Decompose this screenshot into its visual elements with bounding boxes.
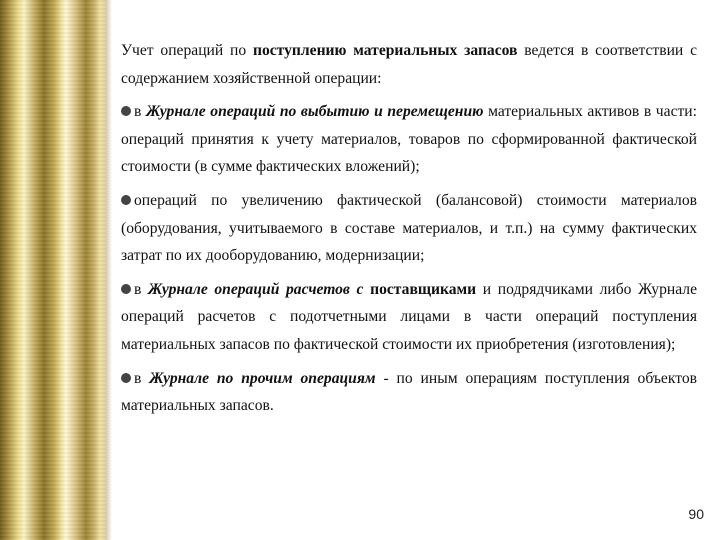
decorative-gold-band <box>0 0 106 540</box>
journal-name: Журнале операций по выбытию и перемещению <box>145 103 484 121</box>
item-text: материальных активов в части: операций принятия к учету материалов, товаров по сформированной фактической стоимости (в сумме фактических вложений); <box>121 103 697 176</box>
page-number: 90 <box>688 506 704 522</box>
list-item <box>121 276 697 359</box>
list-item <box>121 365 697 420</box>
journal-name: Журнале операций расчетов с <box>148 280 371 298</box>
item-prefix: в <box>134 280 148 298</box>
bullet-icon <box>121 195 131 205</box>
intro-text-end: ведется в соответствии с содержанием хозяйственной операции: <box>121 42 697 87</box>
band-shadow <box>106 0 112 540</box>
intro-text: Учет операций по <box>121 42 253 59</box>
list-item <box>121 98 697 181</box>
intro-bold-text: поступлению материальных запасов <box>252 42 518 59</box>
bullet-icon <box>121 373 131 383</box>
slide-body <box>121 37 697 420</box>
item-text: - по иным операциям поступления объектов материальных запасов. <box>121 369 697 415</box>
item-text: операций по увеличению фактической (балансовой) стоимости материалов (оборудования, учитываемого в составе материалов, и т.п.) на сумму фактических затрат по их дооборудованию, модернизации; <box>121 191 697 265</box>
item-prefix: в <box>134 103 146 121</box>
bullet-icon <box>121 284 131 294</box>
item-text: и подрядчиками либо Журнале операций расчетов с подотчетными лицами в части операций поступления материальных запасов по фактической стоимости их приобретения (изготовления); <box>121 280 698 353</box>
intro-paragraph <box>121 37 697 92</box>
item-prefix: в <box>134 369 150 387</box>
bullet-icon <box>121 106 131 116</box>
journal-name: Журнале по прочим операциям <box>149 369 376 387</box>
list-item <box>121 187 697 270</box>
journal-name-bold: поставщиками <box>370 280 477 298</box>
